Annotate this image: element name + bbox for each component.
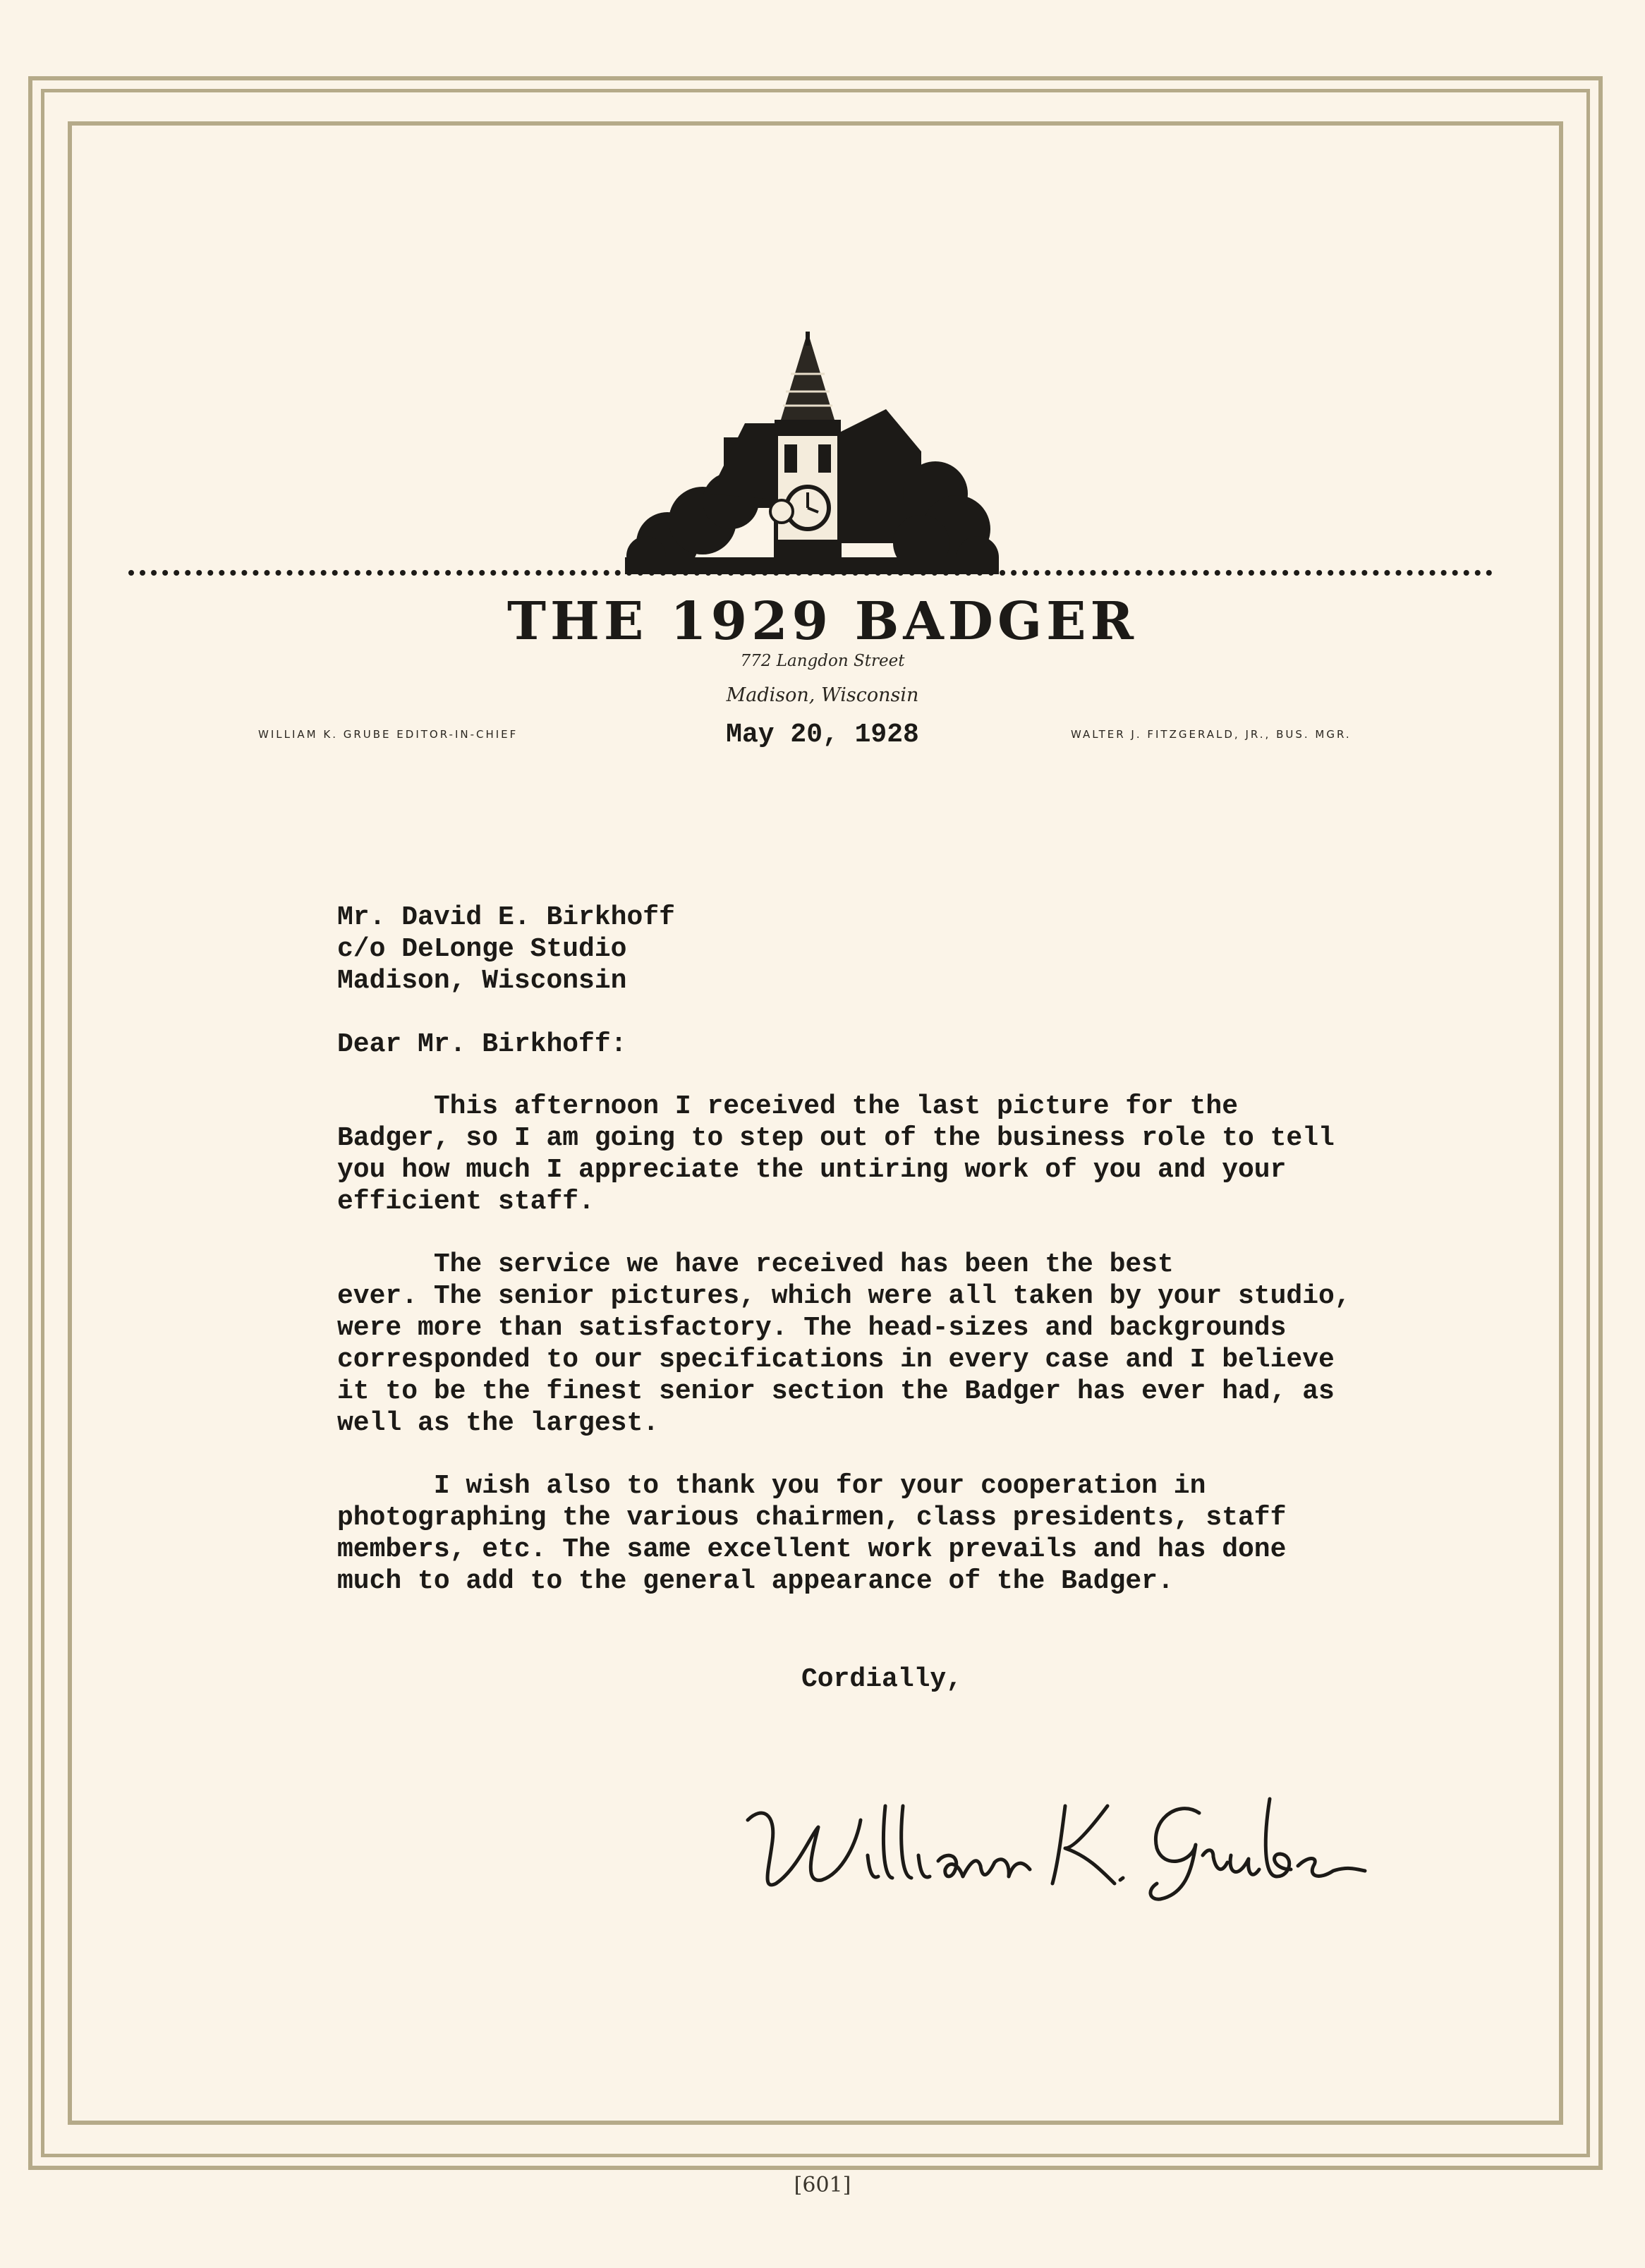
body-paragraph-2: The service we have received has been the best ever. The senior pictures, which were all taken by your studio, were more than satisfactory. The head-sizes and backgrounds corresponded to our specifications in every case and I believe it to be the finest senior section the Badger has ever had, as well as the largest. — [337, 1249, 1351, 1438]
clock-tower-icon — [625, 332, 999, 574]
salutation: Dear Mr. Birkhoff: — [337, 1029, 627, 1060]
editor-in-chief: WILLIAM K. GRUBE EDITOR-IN-CHIEF — [258, 728, 518, 741]
closing: Cordially, — [801, 1664, 963, 1694]
letter-date: May 20, 1928 — [726, 720, 919, 750]
page-number: [601] — [794, 2173, 851, 2197]
body-paragraph-3: I wish also to thank you for your cooperation in photographing the various chairmen, class presidents, staff members, etc. The same excellent work prevails and has done much to add to the general appearance of the Badger. — [337, 1471, 1287, 1596]
letterhead-city: Madison, Wisconsin — [726, 684, 919, 706]
letterhead-rule — [128, 570, 1493, 576]
business-manager: WALTER J. FITZGERALD, JR., BUS. MGR. — [1071, 728, 1352, 741]
recipient-address: Mr. David E. Birkhoff c/o DeLonge Studio Madison, Wisconsin — [337, 902, 675, 996]
handwritten-signature — [734, 1778, 1368, 1905]
body-paragraph-1: This afternoon I received the last picture for the Badger, so I am going to step out of the business role to tell you how much I appreciate the untiring work of you and your efficient staff. — [337, 1091, 1335, 1217]
letterhead-street: 772 Langdon Street — [740, 652, 905, 670]
letterhead-title: THE 1929 BADGER — [506, 591, 1139, 652]
